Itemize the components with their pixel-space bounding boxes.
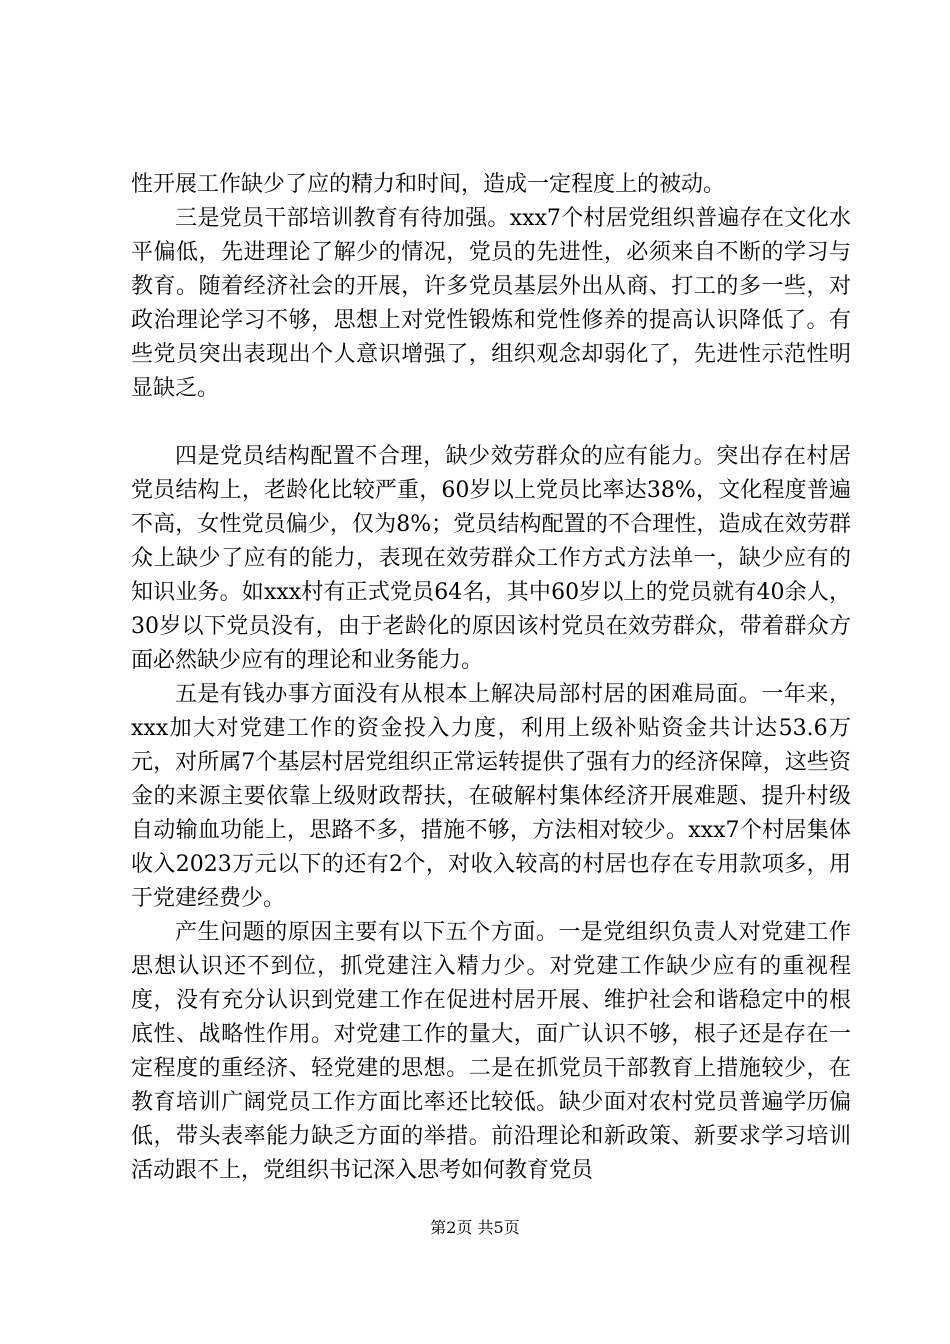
document-body (131, 168, 851, 1188)
paragraph-funding: 五是有钱办事方面没有从根本上解决局部村居的困难局面。一年来，xxx加大对党建工作的资金投入力度，利用上级补贴资金共计达53.6万元，对所属7个基层村居党组织正常运转提供了强有力的经济保障，这些资金的来源主要依靠上级财政帮扶，在破解村集体经济开展难题、提升村级自动输血功能上，思路不多，措施不够，方法相对较少。xxx7个村居集体收入2023万元以下的还有2个，对收入较高的村居也存在专用款项多，用于党建经费少。 (131, 682, 851, 911)
paragraph-continuation: 性开展工作缺少了应的精力和时间，造成一定程度上的被动。 (131, 172, 726, 197)
paragraph-causes: 产生问题的原因主要有以下五个方面。一是党组织负责人对党建工作思想认识还不到位，抓党建注入精力少。对党建工作缺少应有的重视程度，没有充分认识到党建工作在促进村居开展、维护社会和谐稳定中的根底性、战略性作用。对党建工作的量大，面广认识不够，根子还是存在一定程度的重经济、轻党建的思想。二是在抓党员干部教育上措施较少，在教育培训广阔党员工作方面比率还比较低。缺少面对农村党员普遍学历偏低，带头表率能力缺乏方面的举措。前沿理论和新政策、新要求学习培训活动跟不上，党组织书记深入思考如何教育党员 (131, 920, 851, 1183)
page-number-footer: 第2页 共5页 (430, 1218, 520, 1237)
paragraph-spacer (131, 406, 851, 440)
paragraph-training-education: 三是党员干部培训教育有待加强。xxx7个村居党组织普遍存在文化水平偏低，先进理论了解少的情况，党员的先进性，必须来自不断的学习与教育。随着经济社会的开展，许多党员基层外出从商、打工的多一些，对政治理论学习不够，思想上对党性锻炼和党性修养的提高认识降低了。有些党员突出表现出个人意识增强了，组织观念却弱化了，先进性示范性明显缺乏。 (131, 206, 851, 401)
paragraph-member-structure: 四是党员结构配置不合理，缺少效劳群众的应有能力。突出存在村居党员结构上，老龄化比较严重，60岁以上党员比率达38%，文化程度普遍不高，女性党员偏少，仅为8%；党员结构配置的不合理性，造成在效劳群众上缺少了应有的能力，表现在效劳群众工作方式方法单一，缺少应有的知识业务。如xxx村有正式党员64名，其中60岁以上的党员就有40余人，30岁以下党员没有，由于老龄化的原因该村党员在效劳群众，带着群众方面必然缺少应有的理论和业务能力。 (131, 444, 851, 673)
